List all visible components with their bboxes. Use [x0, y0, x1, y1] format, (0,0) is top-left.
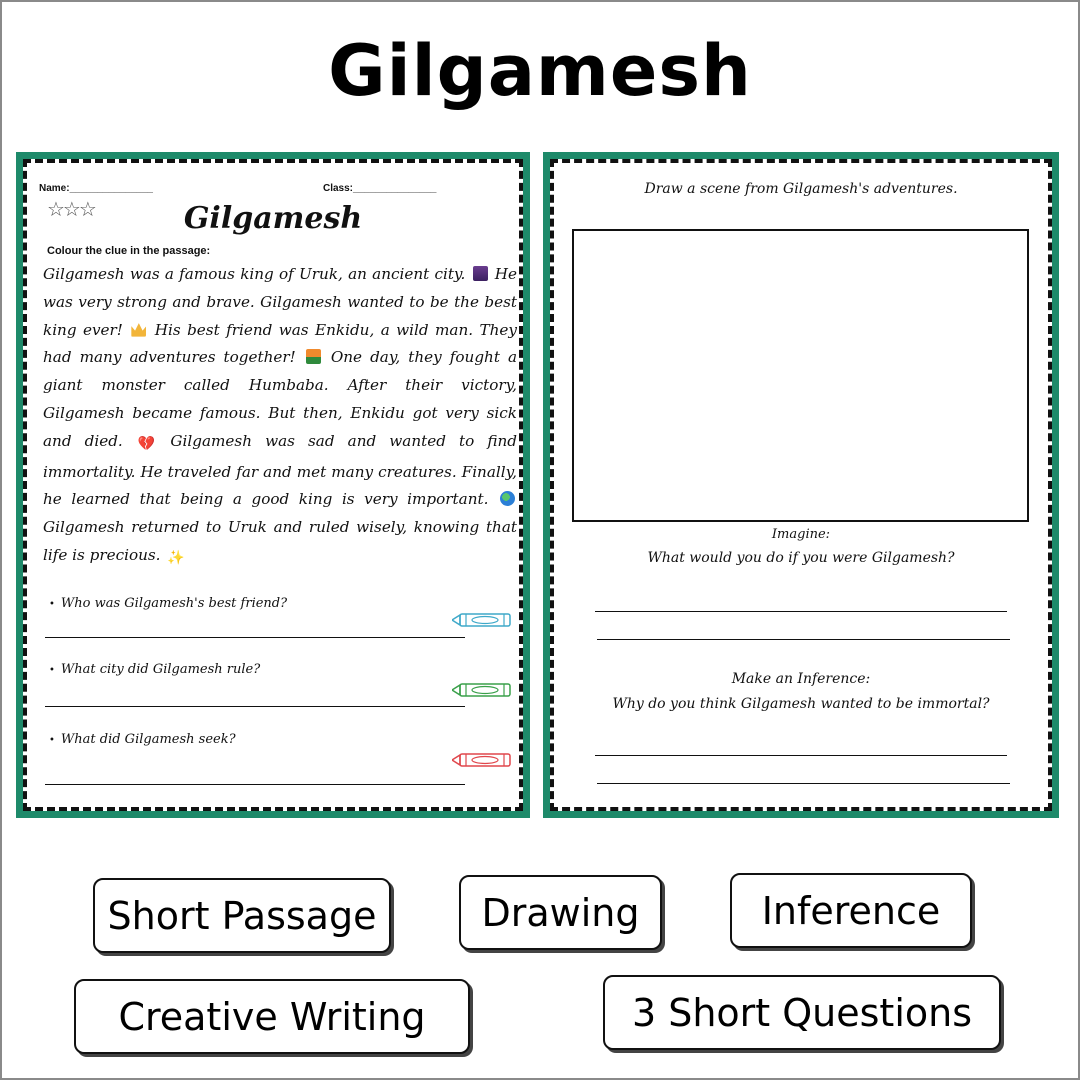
passage-sentence: Gilgamesh was a famous king of Uruk, an ancient city.	[43, 265, 466, 283]
passage-sentence: His best friend was Enkidu, a wild man. They had many adventures together!	[43, 320, 517, 367]
imagine-question: What would you do if you were Gilgamesh?	[647, 550, 955, 566]
question-1	[49, 596, 287, 611]
writing-line[interactable]	[597, 639, 1010, 640]
tag-short-questions: 3 Short Questions	[603, 975, 1001, 1050]
inference-label: Make an Inference:	[731, 671, 871, 687]
tag-short-passage: Short Passage	[93, 878, 391, 953]
tag-creative-writing: Creative Writing	[74, 979, 470, 1054]
worksheet-title: Gilgamesh	[183, 201, 363, 236]
bullet-icon: •	[49, 735, 55, 746]
worksheet-page-activities	[543, 152, 1059, 818]
passage-sentence: Gilgamesh was sad and wanted to find immortality. He traveled far and met many creatures. Finally, he learned that being a good king is very important.	[43, 431, 518, 509]
sparkles-emoji-icon: ✨	[167, 549, 185, 566]
bullet-icon: •	[49, 599, 55, 610]
passage-sentence: He was very strong and brave. Gilgamesh wanted to be the best king ever!	[43, 265, 518, 339]
sunrise-mountain-emoji-icon	[306, 349, 321, 364]
blue-crayon-icon	[452, 612, 512, 628]
red-crayon-icon	[452, 752, 512, 768]
passage-sentence: Gilgamesh returned to Uruk and ruled wisely, knowing that life is precious.	[43, 518, 517, 564]
imagine-label: Imagine:	[771, 527, 831, 542]
question-text: What did Gilgamesh seek?	[60, 732, 236, 747]
question-3	[49, 732, 236, 747]
answer-line[interactable]	[45, 784, 465, 785]
green-crayon-icon	[452, 682, 512, 698]
main-title: Gilgamesh	[328, 30, 752, 112]
class-field-label: Class:_______________	[323, 183, 437, 194]
passage-sentence: One day, they fought a giant monster called Humbaba. After their victory, Gilgamesh became famous. But then, Enkidu got very sick and died.	[43, 348, 518, 450]
draw-prompt: Draw a scene from Gilgamesh's adventures.	[644, 181, 958, 197]
tag-inference: Inference	[730, 873, 972, 948]
page-dashed-border	[550, 159, 1052, 811]
crown-emoji-icon	[131, 322, 146, 337]
name-field-label: Name:_______________	[39, 183, 153, 194]
drawing-box[interactable]	[572, 229, 1029, 522]
answer-line[interactable]	[45, 637, 465, 638]
night-city-emoji-icon	[473, 266, 488, 281]
writing-line[interactable]	[595, 755, 1007, 756]
rating-stars-icon: ☆☆☆	[47, 197, 95, 221]
question-text: Who was Gilgamesh's best friend?	[60, 596, 288, 611]
answer-line[interactable]	[45, 706, 465, 707]
question-2	[49, 662, 260, 677]
instruction-text: Colour the clue in the passage:	[47, 245, 211, 257]
question-text: What city did Gilgamesh rule?	[60, 662, 261, 677]
inference-question: Why do you think Gilgamesh wanted to be immortal?	[612, 696, 990, 712]
page-dashed-border	[23, 159, 523, 811]
writing-line[interactable]	[597, 783, 1010, 784]
writing-line[interactable]	[595, 611, 1007, 612]
broken-heart-emoji-icon: 💔	[137, 435, 156, 452]
tag-drawing: Drawing	[459, 875, 662, 950]
globe-emoji-icon	[500, 491, 515, 506]
worksheet-page-passage	[16, 152, 530, 818]
reading-passage	[43, 261, 517, 573]
bullet-icon: •	[49, 665, 55, 676]
